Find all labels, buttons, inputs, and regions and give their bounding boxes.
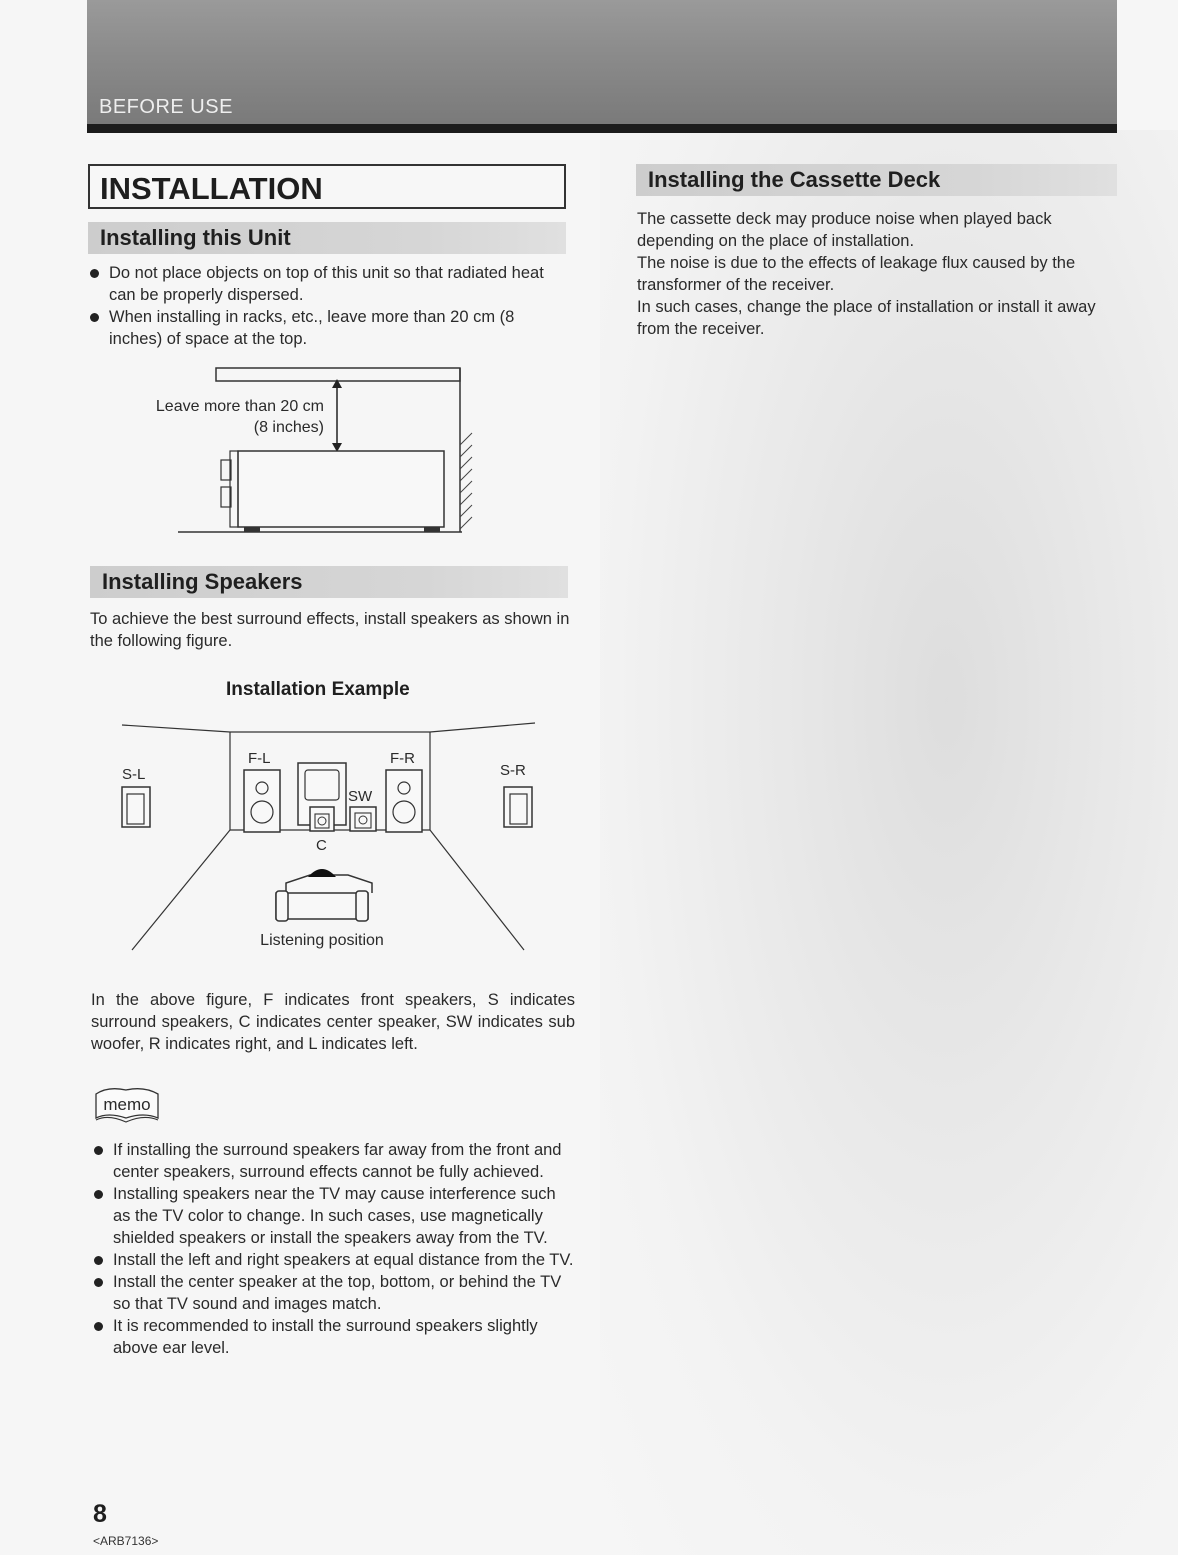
cassette-text — [637, 208, 1119, 340]
speakers-section-heading: Installing Speakers — [90, 566, 568, 598]
page-title-box — [88, 164, 566, 209]
clearance-label-line2: (8 inches) — [253, 419, 324, 436]
section-label: BEFORE USE — [99, 96, 233, 118]
cassette-line: The cassette deck may produce noise when played back depending on the place of installation. — [637, 210, 1052, 250]
shelf-above — [216, 368, 460, 381]
receiver-unit — [238, 451, 444, 527]
list-item: If installing the surround speakers far away from the front and center speakers, surround effects cannot be fully achieved. — [92, 1139, 574, 1183]
page-title: INSTALLATION — [100, 171, 323, 206]
label-fr: F-R — [390, 750, 415, 767]
speaker-front-right — [386, 770, 422, 832]
background-glare — [600, 130, 1178, 1555]
cassette-line: The noise is due to the effects of leakage flux caused by the transformer of the receiver. — [637, 254, 1076, 294]
rack-clearance-diagram — [100, 360, 480, 540]
speakers-intro: To achieve the best surround effects, install speakers as shown in the following figure. — [90, 610, 570, 650]
cassette-section-heading: Installing the Cassette Deck — [636, 164, 1117, 196]
memo-bullet-list — [92, 1139, 574, 1359]
unit-section-heading: Installing this Unit — [88, 222, 566, 254]
figure-legend: In the above figure, F indicates front speakers, S indicates surround speakers, C indicates center speaker, SW indicates sub woofer, R indicates right, and L indicates left. — [91, 991, 575, 1053]
header-band — [87, 0, 1117, 124]
list-item: When installing in racks, etc., leave more than 20 cm (8 inches) of space at the top. — [88, 306, 572, 350]
page-number: 8 — [93, 1500, 107, 1528]
list-item: Install the center speaker at the top, bottom, or behind the TV so that TV sound and images match. — [92, 1271, 574, 1315]
speaker-layout-diagram — [100, 715, 550, 960]
cassette-line: In such cases, change the place of installation or install it away from the receiver. — [637, 298, 1096, 338]
listener-sofa — [276, 869, 372, 921]
header-rule — [87, 124, 1117, 133]
label-listening: Listening position — [260, 932, 384, 949]
speaker-surround-right — [504, 787, 532, 827]
document-code: <ARB7136> — [93, 1534, 159, 1548]
figure-title: Installation Example — [226, 679, 410, 700]
label-c: C — [316, 837, 327, 854]
unit-foot — [424, 527, 440, 532]
speaker-center — [310, 807, 334, 831]
label-sl: S-L — [122, 766, 146, 783]
memo-icon — [92, 1084, 162, 1128]
unit-foot — [244, 527, 260, 532]
speaker-surround-left — [122, 787, 150, 827]
clearance-label-line1: Leave more than 20 cm — [155, 398, 324, 415]
unit-bullet-list — [88, 262, 572, 350]
label-sw: SW — [348, 788, 373, 805]
list-item: Do not place objects on top of this unit so that radiated heat can be properly dispersed. — [88, 262, 572, 306]
label-sr: S-R — [500, 762, 526, 779]
label-fl: F-L — [248, 750, 271, 767]
list-item: Installing speakers near the TV may cause interference such as the TV color to change. In such cases, use magnetically shielded speakers or install the speakers away from the TV. — [92, 1183, 574, 1249]
list-item: Install the left and right speakers at equal distance from the TV. — [92, 1249, 574, 1271]
speaker-subwoofer — [350, 807, 376, 831]
list-item: It is recommended to install the surround speakers slightly above ear level. — [92, 1315, 574, 1359]
speaker-front-left — [244, 770, 280, 832]
memo-label: memo — [103, 1095, 151, 1114]
